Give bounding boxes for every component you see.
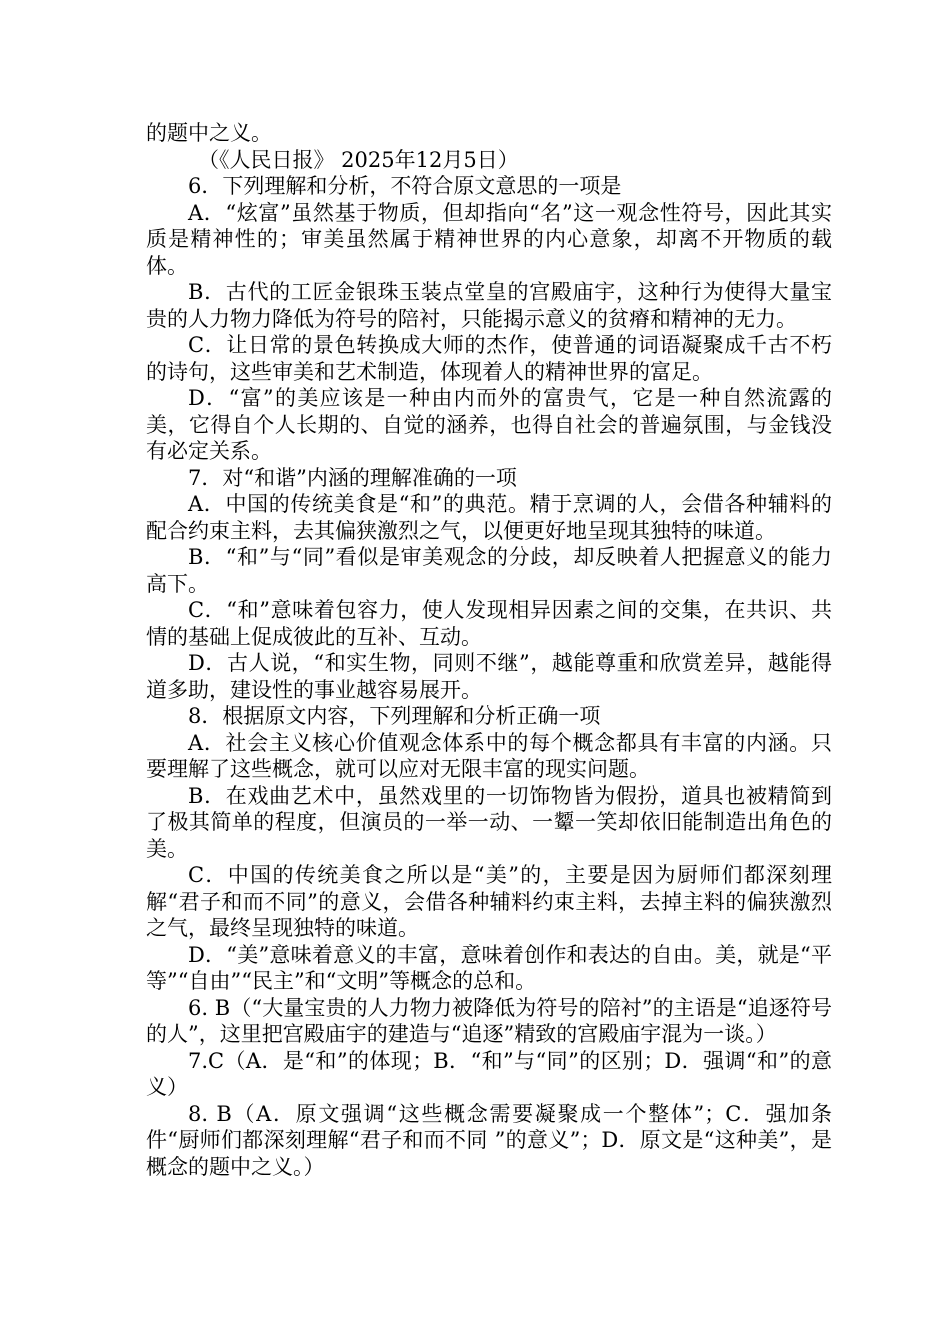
question-6-option-a: A．“炫富”虽然基于物质，但却指向“名”这一观念性符号，因此其实质是精神性的；审美虽然属于精神世界的内心意象，却离不开物质的载体。	[146, 200, 832, 278]
question-7-option-d: D．古人说，“和实生物，同则不继”，越能尊重和欣赏差异，越能得道多助，建设性的事业越容易展开。	[146, 651, 832, 702]
question-7-option-b: B．“和”与“同”看似是审美观念的分歧，却反映着人把握意义的能力高下。	[146, 545, 832, 596]
question-6-option-d: D．“富”的美应该是一种由内而外的富贵气，它是一种自然流露的美，它得自个人长期的、自觉的涵养，也得自社会的普遍氛围，与金钱没有必定关系。	[146, 386, 832, 463]
question-8-option-a: A．社会主义核心价值观念体系中的每个概念都具有丰富的内涵。只要理解了这些概念，就可以应对无限丰富的现实问题。	[146, 730, 832, 781]
question-8-option-b: B．在戏曲艺术中，虽然戏里的一切饰物皆为假扮，道具也被精简到了极其简单的程度，但演员的一举一动、一颦一笑却依旧能制造出角色的美。	[146, 783, 832, 861]
question-8-option-d: D．“美”意味着意义的丰富，意味着创作和表达的自由。美，就是“平等”“自由”“民主”和“文明”等概念的总和。	[146, 942, 832, 993]
answer-7: 7.C（A．是“和”的体现；B．“和”与“同”的区别；D．强调“和”的意义）	[146, 1048, 832, 1099]
question-6-option-c: C．让日常的景色转换成大师的杰作，使普通的词语凝聚成千古不朽的诗句，这些审美和艺术制造，体现着人的精神世界的富足。	[146, 333, 832, 384]
question-6: 6．下列理解和分析，不符合原文意思的一项是	[188, 174, 622, 198]
answer-6: 6. B（“大量宝贵的人力物力被降低为符号的陪衬”的主语是“追逐符号的人”，这里把宫殿庙宇的建造与“追逐”精致的宫殿庙宇混为一谈。）	[146, 995, 832, 1046]
question-8-option-c: C．中国的传统美食之所以是“美”的，主要是因为厨师们都深刻理解“君子和而不同”的意义，会借各种辅料约束主料，去掉主料的偏狭激烈之气，最终呈现独特的味道。	[146, 863, 832, 940]
source-citation: （《人民日报》 2025年12月5日）	[198, 147, 519, 172]
answer-8: 8. B（A．原文强调“这些概念需要凝聚成一个整体”；C．强加条件“厨师们都深刻理解“君子和而不同 ”的意义”；D．原文是“这种美”，是概念的题中之义。）	[146, 1101, 832, 1179]
question-6-option-b: B．古代的工匠金银珠玉装点堂皇的宫殿庙宇，这种行为使得大量宝贵的人力物力降低为符号的陪衬，只能揭示意义的贫瘠和精神的无力。	[146, 280, 832, 331]
question-7: 7．对“和谐”内涵的理解准确的一项	[188, 465, 517, 490]
paragraph-continuation: 的题中之义。	[146, 121, 272, 145]
question-8: 8．根据原文内容，下列理解和分析正确一项	[188, 704, 601, 728]
document-body	[146, 120, 832, 1180]
question-7-option-a: A．中国的传统美食是“和”的典范。精于烹调的人，会借各种辅料的配合约束主料，去其偏狭激烈之气，以便更好地呈现其独特的味道。	[146, 492, 832, 543]
question-7-option-c: C．“和”意味着包容力，使人发现相异因素之间的交集，在共识、共情的基础上促成彼此的互补、互动。	[146, 598, 832, 649]
